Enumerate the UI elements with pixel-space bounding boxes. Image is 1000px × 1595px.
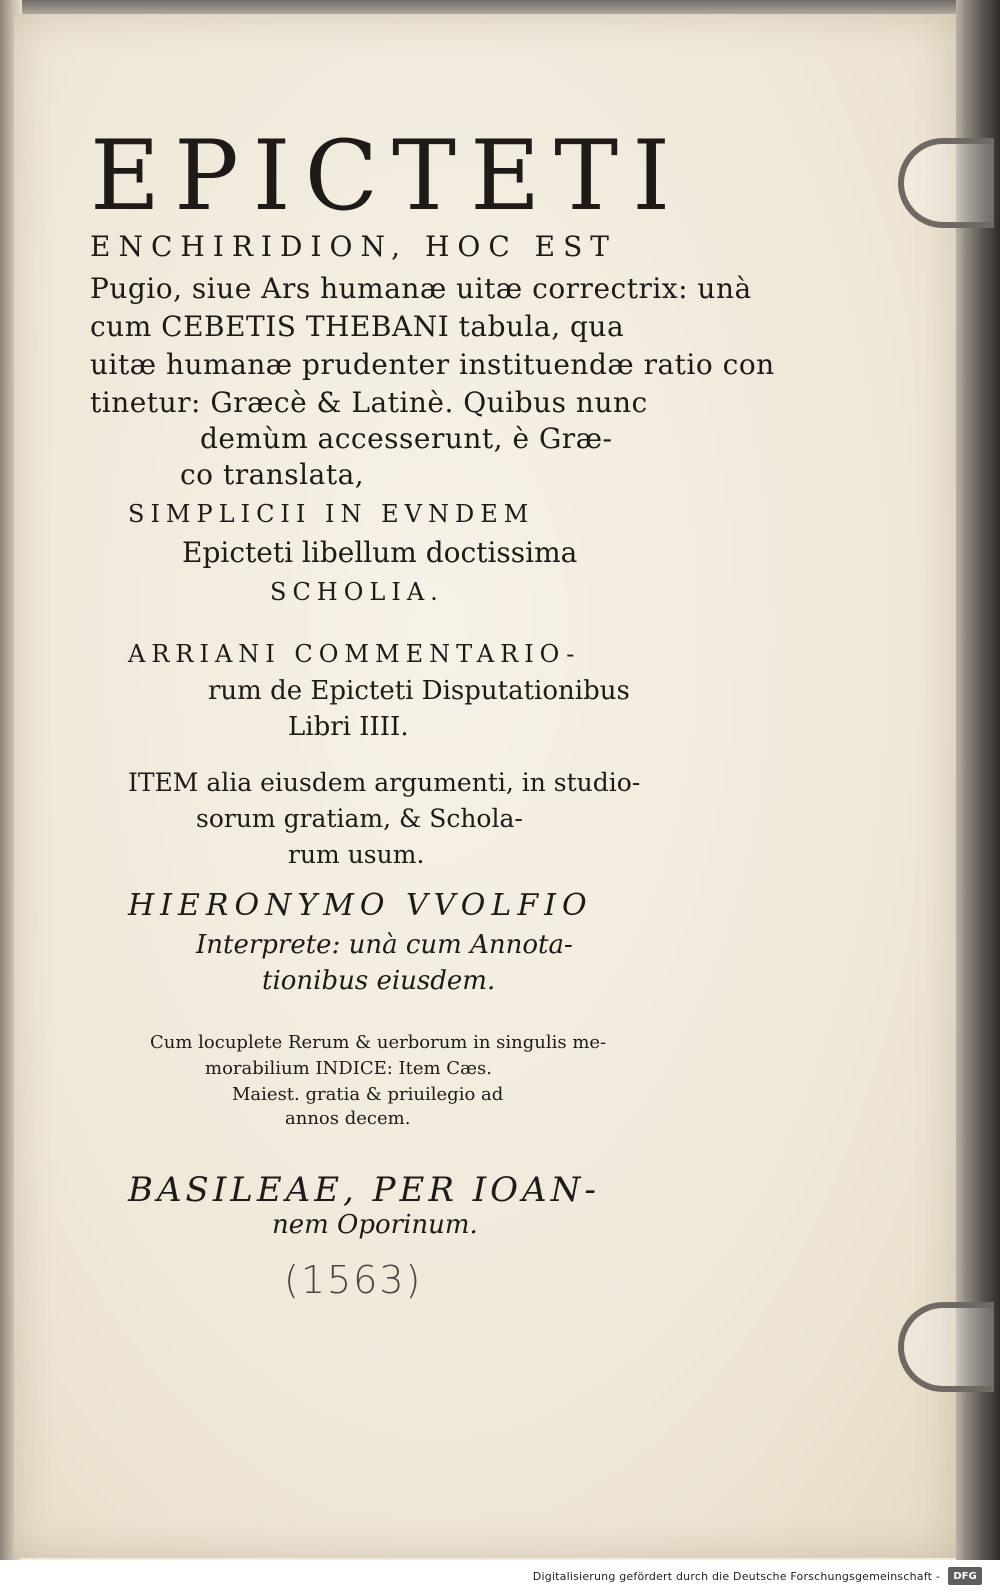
dfg-logo-icon[interactable]: DFG — [948, 1567, 982, 1585]
index-note-line: Cum locuplete Rerum & uerborum in singulis me- — [150, 1032, 607, 1053]
interpreter-line: tionibus eiusdem. — [262, 966, 496, 996]
book-clip-top-icon — [898, 138, 994, 228]
item-line: sorum gratiam, & Schola- — [196, 804, 523, 833]
arrian-line: Libri IIII. — [288, 712, 409, 742]
simplicius-line: Epicteti libellum doctissima — [182, 536, 578, 569]
title-line: cum CEBETIS THEBANI tabula, qua — [90, 310, 625, 343]
footer-bar — [0, 1560, 1000, 1595]
title-line: uitæ humanæ prudenter instituendæ ratio con — [90, 348, 775, 381]
handwritten-date: (1563) — [284, 1258, 423, 1302]
interpreter-heading: HIERONYMO VVOLFIO — [128, 888, 593, 923]
imprint-line: nem Oporinum. — [272, 1210, 478, 1240]
index-note-line: Maiest. gratia & priuilegio ad — [232, 1084, 504, 1105]
item-line: rum usum. — [288, 840, 425, 869]
footer-credit: Digitalisierung gefördert durch die Deutsche Forschungsgemeinschaft - — [532, 1570, 940, 1583]
imprint-line: BASILEAE, PER IOAN- — [128, 1170, 600, 1210]
main-title: EPICTETI — [90, 120, 685, 232]
interpreter-line: Interprete: unà cum Annota- — [196, 930, 573, 960]
title-line: Pugio, siue Ars humanæ uitæ correctrix: unà — [90, 272, 752, 305]
title-line: tinetur: Græcè & Latinè. Quibus nunc — [90, 386, 648, 419]
simplicius-line: SCHOLIA. — [270, 578, 444, 606]
title-line: co translata, — [180, 458, 365, 491]
index-note-line: morabilium INDICE: Item Cæs. — [205, 1058, 492, 1079]
simplicius-heading: SIMPLICII IN EVNDEM — [128, 500, 535, 528]
item-heading: ITEM alia eiusdem argumenti, in studio- — [128, 768, 641, 797]
book-clip-bottom-icon — [898, 1302, 994, 1392]
subtitle-caps: ENCHIRIDION, HOC EST — [90, 230, 617, 263]
title-line: demùm accesserunt, è Græ- — [200, 422, 613, 455]
arrian-line: rum de Epicteti Disputationibus — [208, 676, 630, 706]
index-note-line: annos decem. — [285, 1108, 411, 1129]
arrian-heading: ARRIANI COMMENTARIO- — [128, 640, 581, 668]
